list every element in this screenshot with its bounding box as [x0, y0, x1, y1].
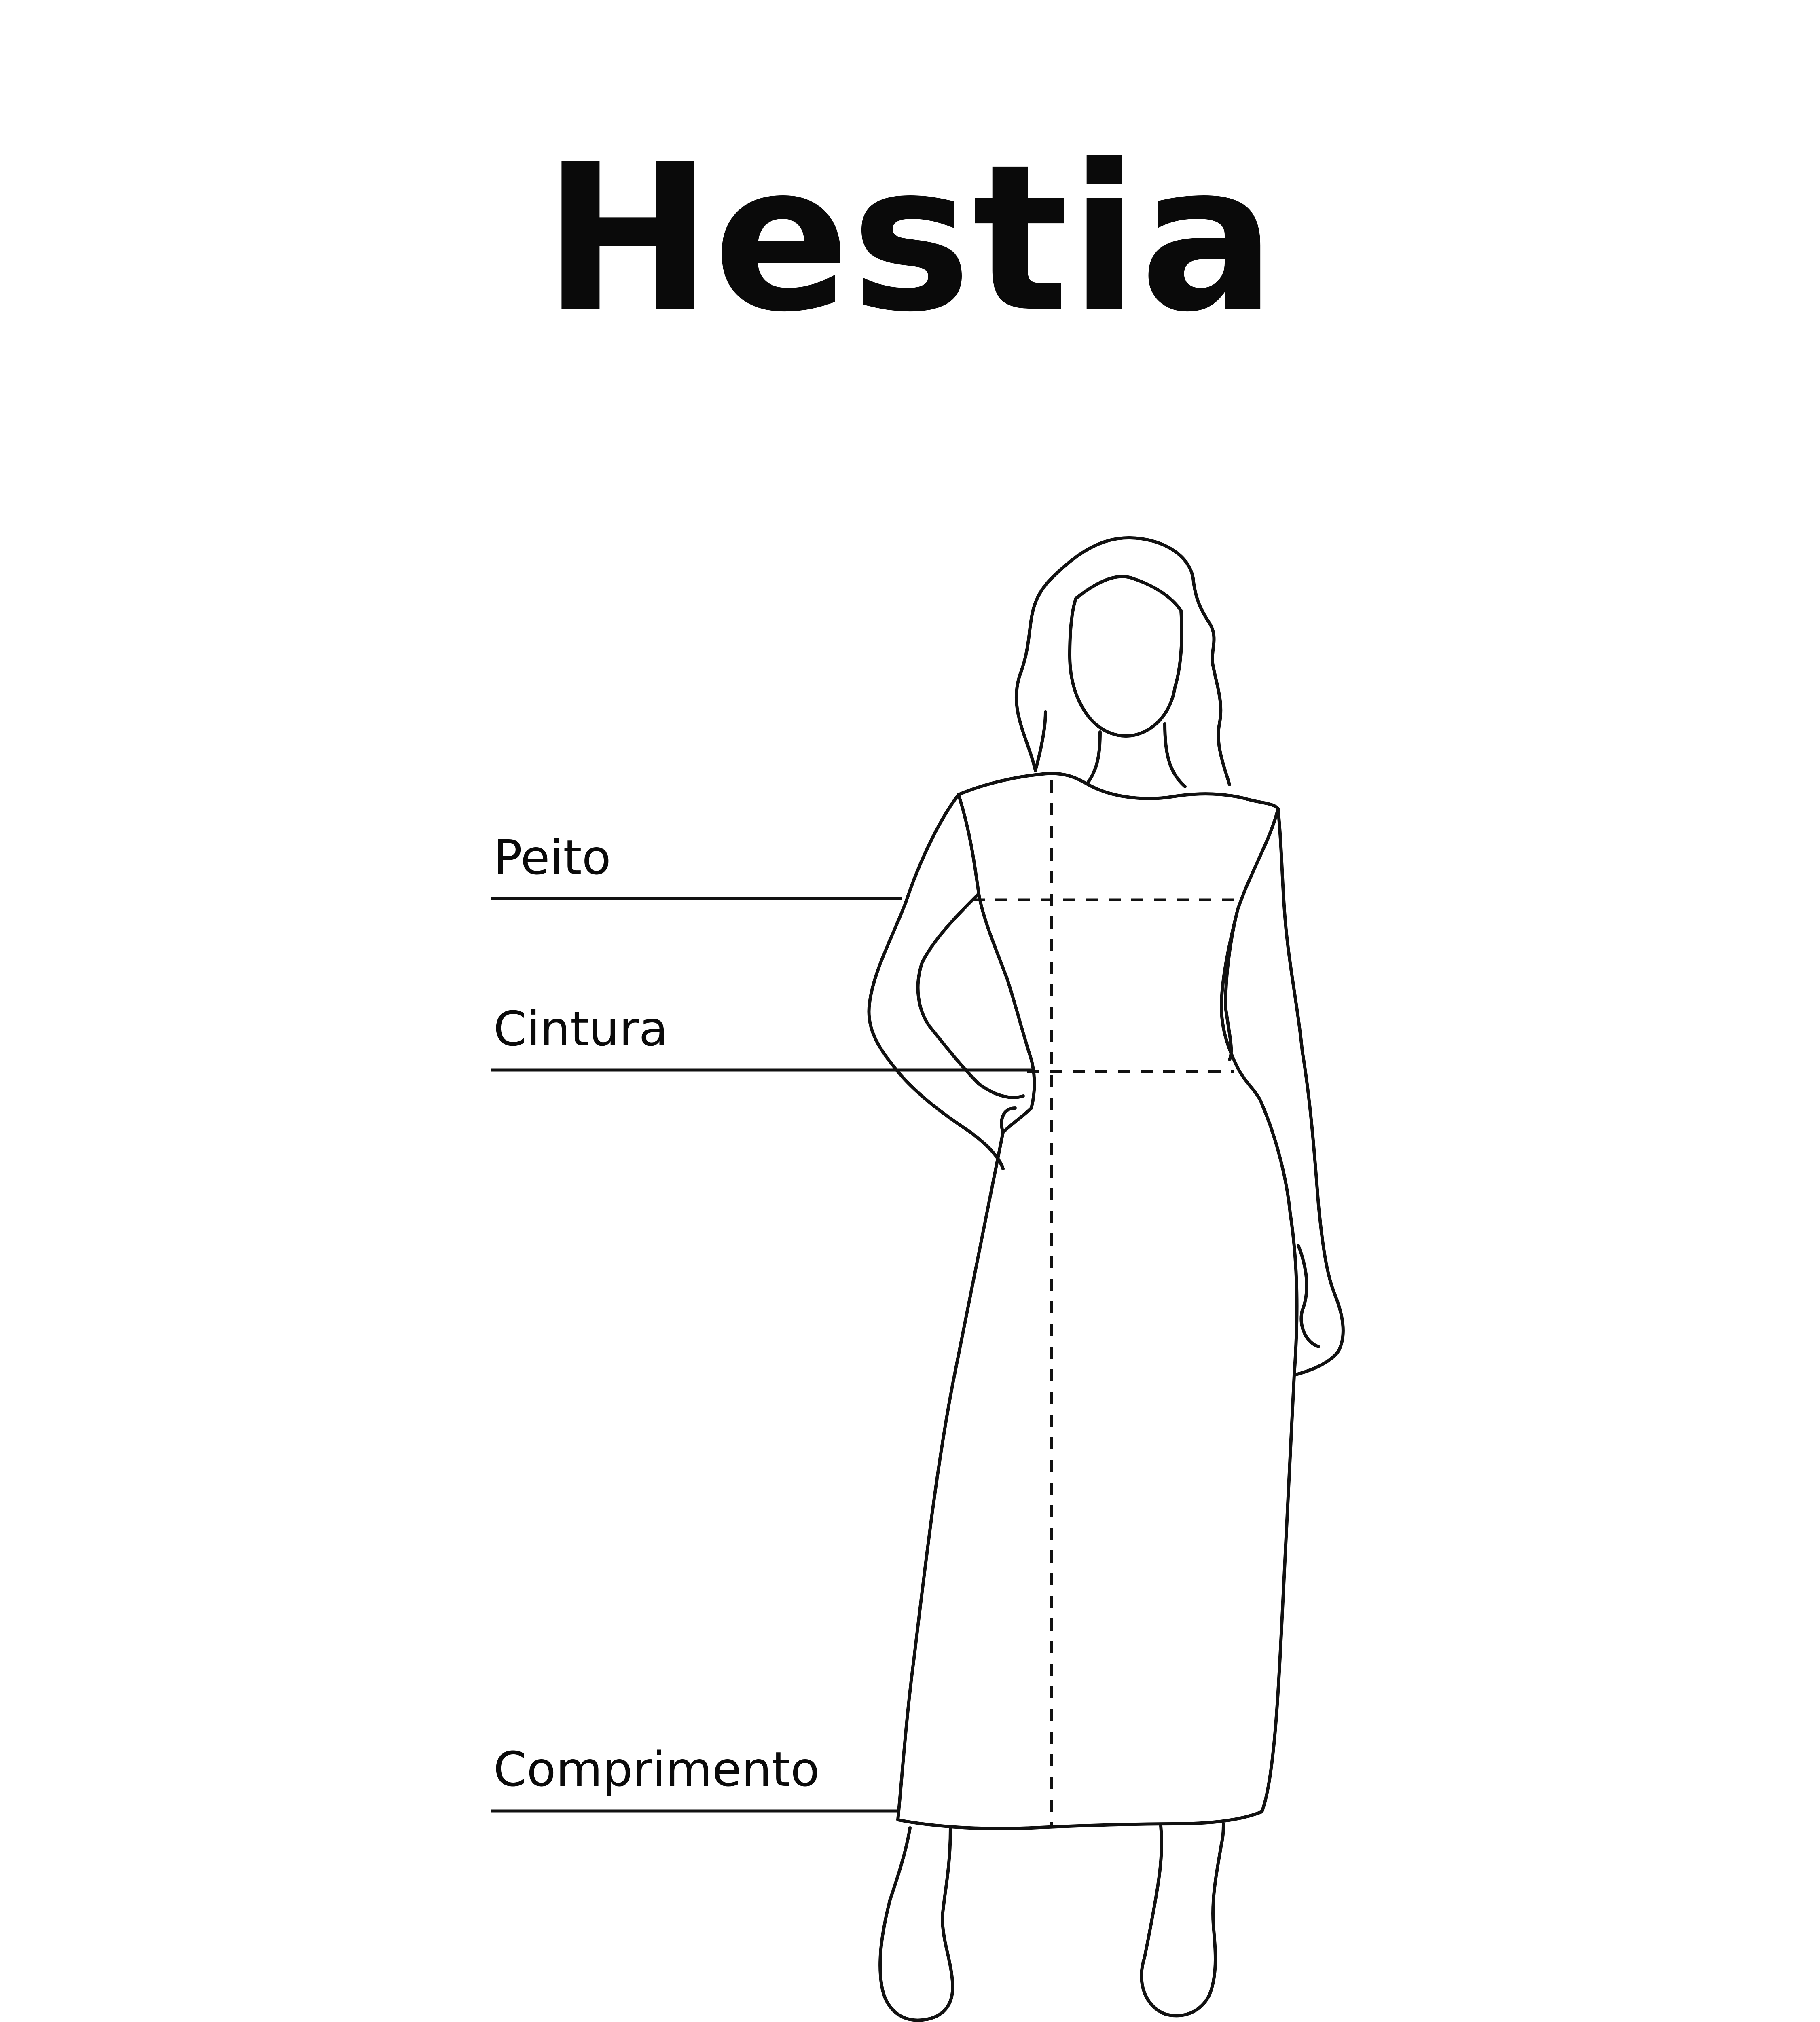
right-arm-inner — [1225, 910, 1238, 1060]
page-title: Hestia — [543, 121, 1277, 356]
neck-left — [1088, 732, 1100, 783]
waist-label: Cintura — [493, 1001, 668, 1057]
right-arm-outer — [1278, 809, 1343, 1375]
right-leg — [1141, 1824, 1223, 2016]
face-outline — [1070, 577, 1182, 736]
neck-right — [1165, 724, 1185, 787]
left-arm-inner — [918, 894, 1023, 1098]
left-arm-outer — [869, 795, 1003, 1169]
right-hand — [1298, 1246, 1318, 1347]
hair-outline — [1016, 538, 1230, 785]
chest-label: Peito — [493, 829, 611, 885]
dress-outline — [898, 774, 1297, 1829]
hair-left-strand — [1035, 712, 1045, 770]
left-leg — [880, 1828, 952, 2020]
length-label: Comprimento — [493, 1741, 820, 1797]
